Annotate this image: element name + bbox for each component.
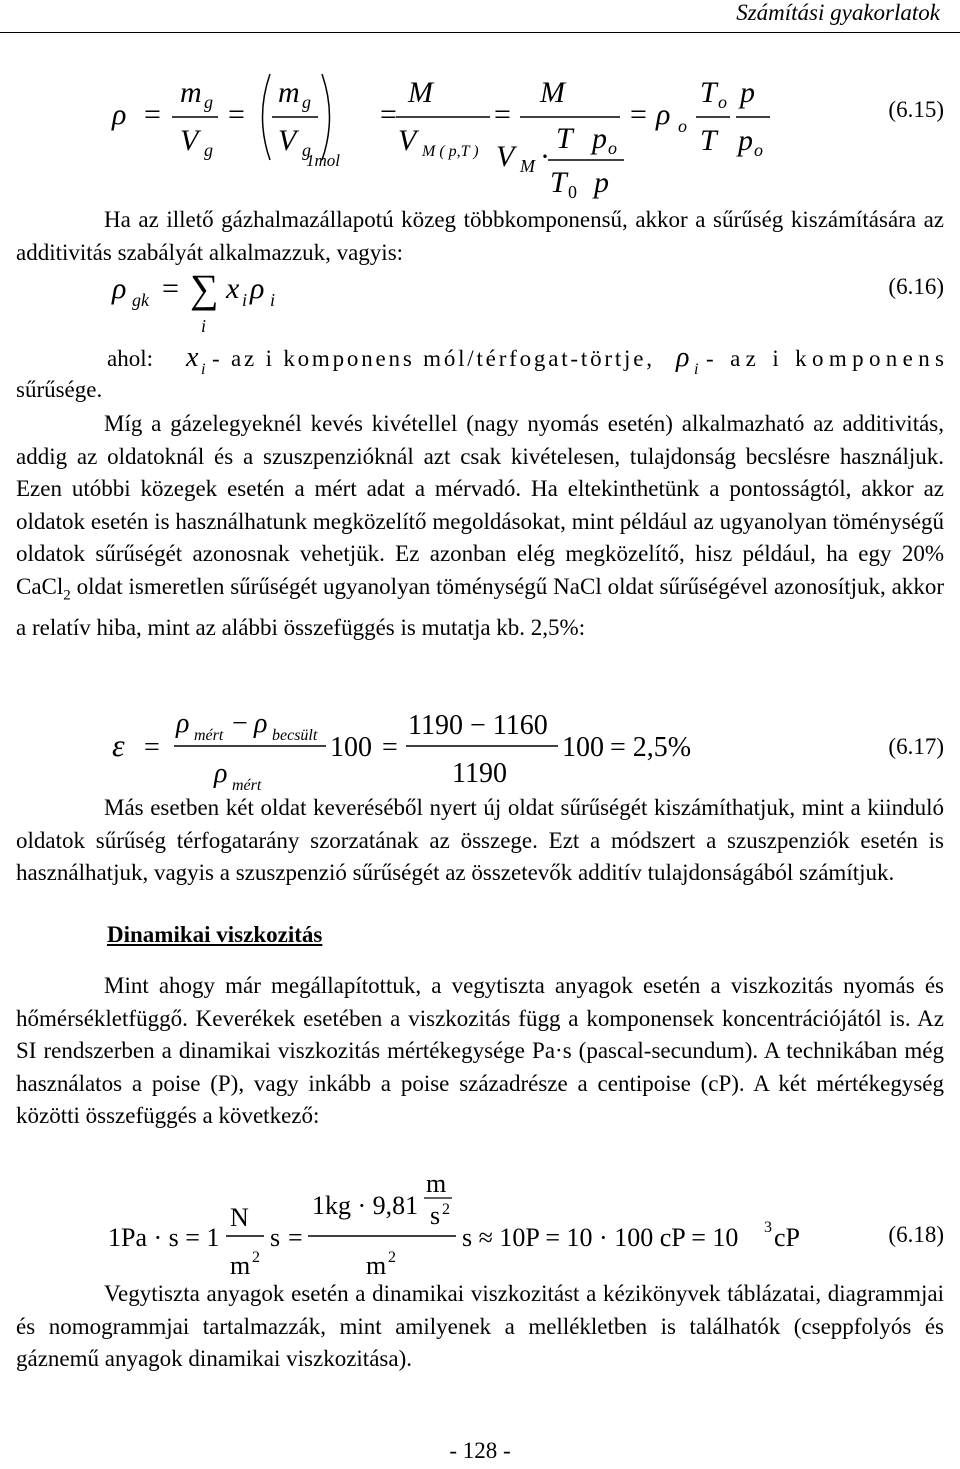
equation-number: (6.18) [888,1222,944,1247]
eq-sign: = [630,98,647,131]
header-rule [0,32,960,33]
eq-sub-g: g [204,140,213,160]
eq-M: M [408,76,433,109]
paragraph-mixtures [16,408,944,644]
eq-rho: ρ [250,272,265,305]
eq-V: V [278,124,297,157]
eq-rho: ρ [112,98,127,131]
exponent-2: 2 [442,1201,450,1218]
eq-sub-o: o [678,116,687,136]
equation-6-18 [0,1166,960,1286]
eq-sign: = [162,272,179,305]
eq-sub-i: i [201,316,207,336]
eq-result: = 2,5% [610,732,692,763]
eq-m: m [426,1169,447,1198]
eq-V: V [496,140,515,173]
paragraph-viscosity: Mint ahogy már megállapítottuk, a vegytiszta anyagok esetén a viszkozitás nyomás és hőmérsékletfüggő. Keverékek esetében a viszkozitás függ a komponensek koncentrációjától is. Az SI rendszerben a dinamikai viszkozitás mértékegysége Pa·s (pascal-secundum). A technikában még használatos a poise (P), vagy inkább a poise századrésze a centipoise (cP). A két mértékegység közötti összefüggés a következő: [16,973,944,1128]
eq-p: p [594,166,609,199]
eq-sub-gk: gk [132,290,149,310]
eq-sign: = [288,1223,303,1252]
eq-conversion: s ≈ 10P = 10 · 100 cP = 10 [462,1223,739,1252]
fraction-denominator: 1190 [452,758,507,789]
eq-rho: ρ [254,708,268,739]
eq-sub-0: 0 [568,182,577,202]
eq-lhs: 1Pa · s = 1 [108,1223,220,1252]
eq-sub-i: i [270,290,276,310]
rho-description: - az i komponens [706,346,944,371]
equation-6-15 [0,62,960,202]
paragraph-tables: Vegytiszta anyagok esetén a dinamikai viszkozitást a kézikönyvek táblázatai, diagrammjai és nomogrammjai tartalmazzák, mint amilyenek a mellékletben is találhatók (cseppfolyós és gáznemű anyagok dinamikai viszkozitása). [16,1281,944,1371]
eq-x: x [186,342,199,373]
eq-sign: = [144,732,160,763]
subscript-2: 2 [63,587,71,604]
x-description: - az i komponens mól/térfogat-törtje, [212,346,652,371]
eq-V: V [180,124,199,157]
eq-sub-o: o [754,140,763,160]
eq-hundred: 100 [330,732,372,763]
eq-dot: · [540,140,550,173]
running-header: Számítási gyakorlatok [736,0,940,25]
eq-T0: T [550,166,567,199]
eq-p: p [740,76,755,109]
eq-sub-g: g [302,140,311,160]
eq-sub-M: M [520,156,535,176]
sum-sign: ∑ [190,266,219,311]
exponent-3: 3 [764,1219,772,1236]
eq-sign: = [380,98,397,131]
fraction-numerator: 1190 − 1160 [408,710,548,741]
eq-sub-g: g [204,92,213,112]
sub-becsult: becsült [272,727,318,744]
paragraph-text: oldat ismeretlen sűrűségét ugyanolyan töménységű NaCl oldat sűrűségével azonosítjuk, akkor a relatív hiba, mint az alábbi összefüggés is mutatja kb. 2,5%: [16,573,944,640]
section-heading: Dinamikai viszkozitás [107,922,323,947]
eq-cP: cP [774,1223,800,1252]
where-label: ahol: [107,346,153,371]
eq-sub-i: i [694,361,699,378]
paragraph-additivity: Ha az illető gázhalmazállapotú közeg többkomponensű, akkor a sűrűség kiszámítására az additivitás szabályát alkalmazzuk, vagyis: [16,207,944,265]
eq-sub-i: i [242,290,248,310]
eq-s: s [430,1201,441,1230]
eq-s: s [270,1223,281,1252]
eq-kg: 1kg · 9,81 [312,1191,419,1220]
eq-m: m [366,1251,387,1280]
eq-m: m [278,76,300,109]
exponent-2: 2 [252,1249,260,1266]
eq-epsilon: ε [112,727,125,763]
eq-minus: − [232,708,248,739]
paragraph-mixing: Más esetben két oldat keveréséből nyert új oldat sűrűségét kiszámíthatjuk, mint a kiinduló oldatok sűrűség térfogatarány szorzatának az összege. Ezt a módszert a szuszpenziók esetén is használhatjuk, vagyis a szuszpenzió sűrűségét az összetevők additív tulajdonságából számítjuk. [16,795,944,885]
eq-m: m [230,1251,251,1280]
eq-rho: ρ [656,98,671,131]
eq-T: T [700,76,717,109]
eq-M: M [540,76,565,109]
paragraph-text: Míg a gázelegyeknél kevés kivétellel (nagy nyomás esetén) alkalmazható az additivitás, addig az oldatoknál és a szuszpenzióknál azt csak kivételesen, tulajdonság becslésre használjuk. Ezen utóbbi közegek esetén a mért adat a mérvadó. Ha eltekinthetünk a pontosságtól, akkor az oldatok esetén is használhatunk megközelítő megoldásokat, mint például az ugyanolyan töménységű oldatok sűrűségét azonosnak vehetjük. Ez azonban elég megközelítő, hisz például, ha egy 20% CaCl [16,411,944,599]
equation-number: (6.16) [888,274,944,299]
eq-T: T [700,124,717,157]
eq-p: p [738,124,753,157]
eq-sign: = [382,732,398,763]
where-continuation: sűrűsége. [16,377,103,402]
eq-rho: ρ [214,758,228,789]
eq-sign: = [228,98,245,131]
sub-mert: mért [232,777,262,792]
eq-sign: = [494,98,511,131]
equation-6-16 [0,262,960,342]
eq-sub-g: g [302,92,311,112]
eq-sub-1mol: 1mol [306,151,340,170]
eq-rho: ρ [176,708,190,739]
eq-T: T [556,122,573,155]
eq-sub-i: i [201,361,206,378]
sub-mert: mért [194,727,224,744]
eq-sign: = [144,98,161,131]
eq-x: x [226,272,240,305]
eq-sub-MpT: M ( p,T ) [422,143,479,160]
equation-number: (6.15) [888,97,944,122]
eq-m: m [180,76,202,109]
equation-number: (6.17) [888,734,944,759]
eq-rho: ρ [112,272,127,305]
eq-sub-o: o [608,138,617,158]
eq-V: V [398,124,417,157]
equation-6-17 [0,702,960,792]
exponent-2: 2 [388,1249,396,1266]
eq-hundred: 100 [562,732,604,763]
eq-p: p [592,122,607,155]
eq-rho: ρ [676,342,690,373]
eq-N: N [230,1203,249,1232]
page-number: - 128 - [449,1438,511,1463]
eq-sub-o: o [718,92,727,112]
